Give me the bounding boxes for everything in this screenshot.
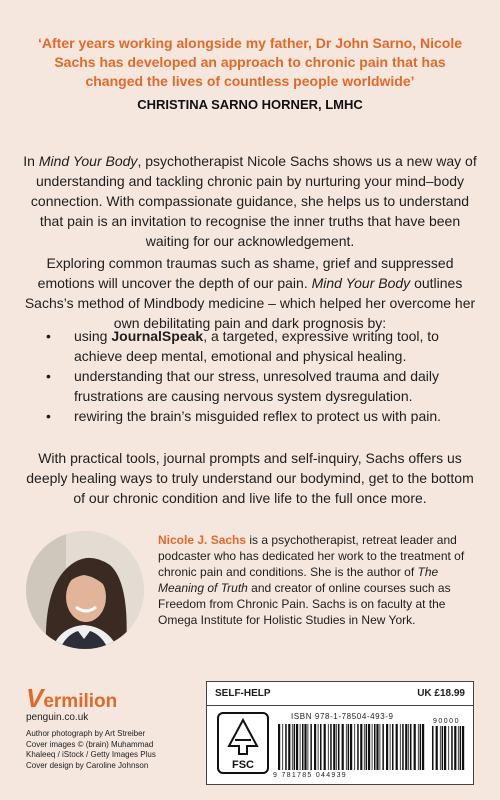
barcode-bar — [392, 724, 394, 770]
cover-credits — [26, 729, 196, 771]
bullet-dot: • — [46, 368, 51, 384]
isbn-label: ISBN 978-1-78504-493-9 — [291, 712, 394, 721]
barcode-bar — [458, 726, 459, 770]
barcode-bar — [318, 724, 319, 770]
barcode-bar — [360, 724, 362, 770]
barcode-bar — [324, 724, 326, 770]
book-title-italic: Mind Your Body — [311, 275, 411, 291]
barcode-bar — [422, 724, 424, 770]
author-bio — [158, 532, 478, 628]
book-title-italic: Mind Your Body — [38, 153, 138, 169]
barcode-bar — [400, 724, 401, 770]
barcode-bar — [410, 724, 412, 770]
barcode-bar — [294, 724, 296, 770]
barcode-bar — [350, 724, 352, 770]
barcode-bar — [402, 724, 404, 770]
list-item — [46, 366, 486, 406]
barcode-bar — [432, 726, 434, 770]
barcode-bar — [454, 726, 456, 770]
barcode-bar — [314, 724, 316, 770]
barcode-bar — [278, 724, 280, 770]
barcode-bar — [390, 724, 391, 770]
barcode-bar — [285, 724, 287, 770]
barcode-bar — [448, 726, 449, 770]
credit-line: Khaleeq / iStock / Getty Images Plus — [26, 750, 156, 759]
barcode-bar — [328, 724, 329, 770]
intro-paragraph — [22, 151, 478, 251]
barcode-bar — [296, 724, 298, 770]
barcode-bar — [418, 724, 419, 770]
endorsement-quote: ‘After years working alongside my father, Dr John Sarno, Nicole Sachs has developed an approach to chronic pain that has changed the lives of countless people worldwide’ — [38, 35, 462, 89]
barcode-bar — [386, 724, 388, 770]
barcode-bar — [310, 724, 312, 770]
barcode-bar — [364, 724, 365, 770]
credit-line: Author photograph by Art Streiber — [26, 729, 146, 738]
barcode-bar — [288, 724, 290, 770]
barcode-bar — [300, 724, 301, 770]
addon-barcode — [431, 726, 465, 770]
barcode-bar — [342, 724, 344, 770]
exploring-text-start: Exploring common traumas such as shame, grief and suppressed emotions will uncover the depth of our pain. — [37, 255, 454, 291]
barcode-bar — [442, 726, 444, 770]
isbn-digits: 9 781785 044939 — [273, 772, 347, 779]
barcode-bar — [304, 724, 306, 770]
list-item-text: , a targeted, expressive writing tool, to achieve deep mental, emotional and physical healing. — [74, 328, 439, 364]
barcode-bar — [336, 724, 337, 770]
vermilion-logo — [26, 683, 117, 714]
list-item — [46, 406, 486, 426]
barcode-bar — [282, 724, 283, 770]
barcode-bar — [368, 724, 370, 770]
barcode-bar — [462, 726, 464, 770]
barcode-bar — [382, 724, 384, 770]
author-name: Nicole J. Sachs — [158, 533, 247, 547]
list-item-text: understanding that our stress, unresolved trauma and daily frustrations are causing nervous system dysregulation. — [74, 368, 439, 404]
fsc-logo-icon — [217, 712, 269, 774]
bullet-dot: • — [46, 408, 51, 424]
category-label: SELF-HELP — [215, 688, 271, 699]
barcode-bar — [436, 726, 438, 770]
barcode-bar — [408, 724, 409, 770]
barcode-bar — [440, 726, 441, 770]
barcode-bar — [451, 726, 453, 770]
intro-text-start: In — [23, 153, 39, 169]
credit-line: Cover design by Caroline Johnson — [26, 760, 149, 770]
barcode-bar — [405, 724, 407, 770]
logo-text: ermilion — [43, 691, 118, 712]
barcode-bar — [348, 724, 350, 770]
barcode-bar — [444, 726, 446, 770]
barcode-bar — [346, 724, 347, 770]
barcode-bar — [333, 724, 335, 770]
journalspeak-bold: JournalSpeak — [111, 328, 204, 344]
barcode-bar — [420, 724, 422, 770]
barcode-bar — [460, 726, 462, 770]
isbn-barcode — [277, 724, 427, 770]
barcode-bar — [414, 724, 416, 770]
closing-paragraph: With practical tools, journal prompts and self-inquiry, Sachs offers us deeply healing ways to truly understand our bodymind, get to the bottom of our chronic condition and live life to the full once more. — [26, 450, 474, 506]
fsc-label: FSC — [232, 759, 254, 771]
bio-text-start: is a psychotherapist, retreat leader and podcaster who has dedicated her work to the treatment of chronic pain and conditions. She is the author of — [158, 533, 465, 579]
barcode-bar — [372, 724, 373, 770]
exploring-text-end: outlines Sachs’s method of Mindbody medicine – which helped her overcome her own debilitating pain and dark prognosis by: — [24, 275, 476, 331]
bullet-dot: • — [46, 328, 51, 344]
exploring-paragraph — [22, 253, 478, 333]
barcode-bar — [302, 724, 304, 770]
list-item-text: rewiring the brain’s misguided reflex to protect us with pain. — [74, 408, 442, 424]
barcode-bar — [374, 724, 376, 770]
barcode-bar — [357, 724, 359, 770]
list-item — [46, 326, 486, 366]
price-label: UK £18.99 — [417, 688, 465, 699]
barcode-panel-header — [207, 682, 473, 706]
intro-text-end: , psychotherapist Nicole Sachs shows us a new way of understanding and tackling chronic pain by nurturing your mind–body connection. With compassionate guidance, she helps us to understand that pain is an invitation to recognise the inner truths that have been waiting for our acknowledgement. — [30, 153, 477, 249]
logo-letter: V — [26, 683, 44, 713]
barcode-bar — [380, 724, 381, 770]
barcode-bar — [338, 724, 340, 770]
benefits-list — [46, 326, 486, 426]
barcode-bar — [292, 724, 293, 770]
barcode-bar — [396, 724, 398, 770]
barcode-bar — [330, 724, 332, 770]
credit-line: Cover images © (brain) Muhammad — [26, 739, 154, 749]
bio-text-end: and creator of online courses such as Freedom from Chronic Pain. Sachs is on faculty at the Omega Institute for Holistic Studies in New York. — [158, 581, 451, 627]
barcode-bar — [376, 724, 378, 770]
barcode-bar — [354, 724, 355, 770]
price-addon-digits: 90000 — [433, 718, 460, 725]
endorsement-attribution: CHRISTINA SARNO HORNER, LMHC — [137, 97, 363, 112]
barcode-bar — [366, 724, 368, 770]
other-book-title: The Meaning of Truth — [158, 565, 439, 595]
publisher-website: penguin.co.uk — [26, 712, 89, 723]
author-photo — [26, 531, 144, 649]
barcode-bar — [308, 724, 309, 770]
barcode-panel — [206, 681, 474, 785]
barcode-bar — [320, 724, 322, 770]
list-item-text-pre: using — [74, 328, 112, 344]
